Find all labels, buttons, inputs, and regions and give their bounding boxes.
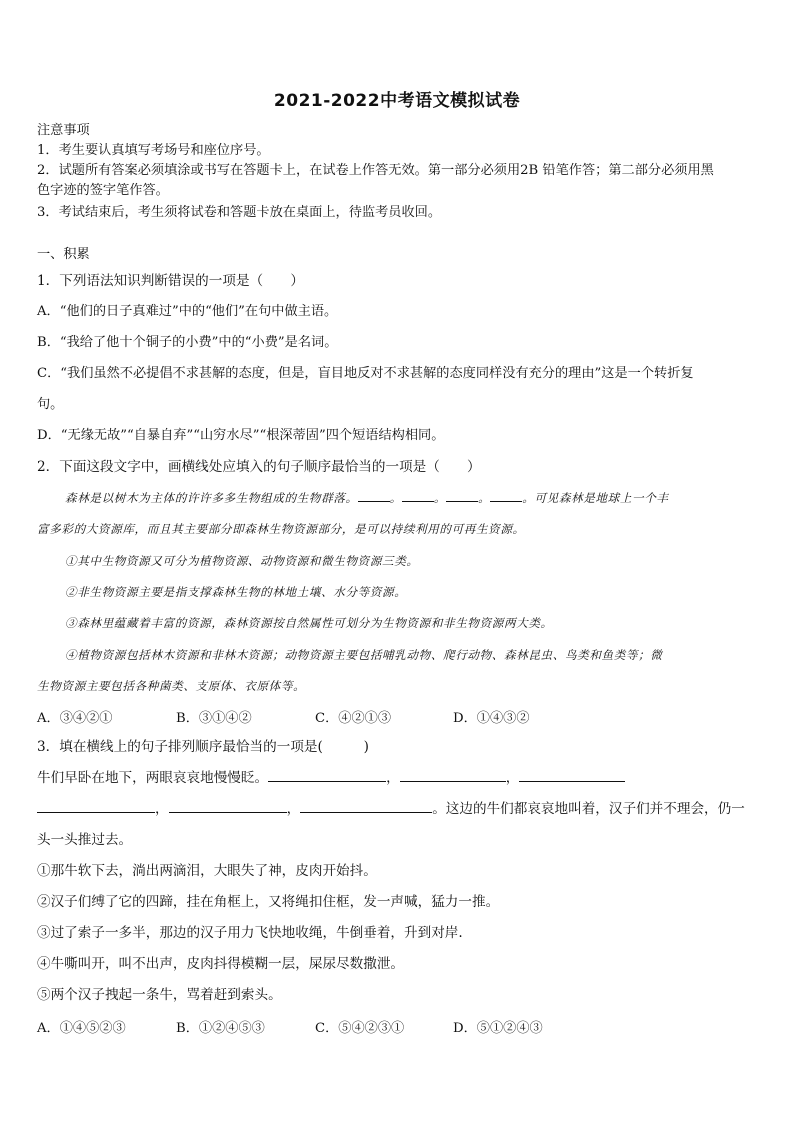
- q2-passage-line1: [65, 489, 669, 507]
- q1-stem: 1．下列语法知识判断错误的一项是（ ）: [37, 273, 304, 289]
- q2-sep-2: 。: [433, 491, 447, 505]
- notice-item-1: 1．考生要认真填写考场号和座位序号。: [37, 143, 270, 158]
- section-heading: 一、积累: [37, 247, 90, 262]
- q3-comma-4: ，: [286, 801, 301, 817]
- q3-blank-4: [37, 800, 155, 813]
- q1-option-a: A．“他们的日子真难过”中的“他们”在句中做主语。: [37, 304, 338, 319]
- notice-item-2: 2．试题所有答案必须填涂或书写在答题卡上，在试卷上作答无效。第一部分必须用2B 铅笔作答；第二部分必须用黑: [37, 163, 714, 178]
- page-title: 2021-2022中考语文模拟试卷: [273, 91, 521, 111]
- q2-passage-start: 森林是以树木为主体的许许多多生物组成的生物群落。: [65, 491, 358, 505]
- q2-blank-1: [358, 489, 390, 502]
- q3-sentence-2: ②汉子们缚了它的四蹄，挂在角框上，又将绳扣住框，发一声喊，猛力一推。: [37, 894, 500, 910]
- q3-blank-2: [400, 769, 506, 782]
- q2-blank-4: [490, 489, 522, 502]
- q3-stem: 3．填在横线上的句子排列顺序最恰当的一项是( ): [37, 739, 369, 755]
- notice-item-3: 3．考试结束后，考生须将试卷和答题卡放在桌面上，待监考员收回。: [37, 205, 442, 220]
- q2-sep-3: 。: [478, 491, 491, 505]
- q3-blank-3: [519, 769, 625, 782]
- q3-line1: [37, 769, 625, 787]
- q2-option-c[interactable]: C．④②①③: [315, 711, 392, 726]
- q2-sentence-3: ③森林里蕴藏着丰富的资源，森林资源按自然属性可划分为生物资源和非生物资源两大类。: [65, 616, 553, 630]
- q3-line1-start: 牛们早卧在地下，两眼哀哀地慢慢眨。: [37, 770, 269, 786]
- q3-sentence-3: ③过了索子一多半，那边的汉子用力飞快地收绳，牛倒垂着，升到对岸.: [37, 925, 463, 941]
- q2-sentence-1: ①其中生物资源又可分为植物资源、动物资源和微生物资源三类。: [65, 554, 419, 568]
- q2-sentence-2: ②非生物资源主要是指支撑森林生物的林地土壤、水分等资源。: [65, 585, 407, 599]
- q3-option-a[interactable]: A．①④⑤②③: [37, 1021, 126, 1036]
- q3-sentence-4: ④牛嘶叫开，叫不出声，皮肉抖得模糊一层，屎尿尽数撒泄。: [37, 956, 405, 972]
- notice-heading: 注意事项: [37, 123, 90, 138]
- q2-sep-1: 。: [389, 491, 402, 505]
- q3-blank-6: [300, 800, 432, 813]
- q3-line3: 头一头推过去。: [37, 832, 133, 848]
- q2-option-b[interactable]: B．③①④②: [176, 711, 252, 726]
- q3-option-c[interactable]: C．⑤④②③①: [315, 1021, 405, 1036]
- q3-line2-tail: 。这边的牛们都哀哀地叫着，汉子们并不理会，仍一: [432, 801, 745, 817]
- q2-passage-line2: 富多彩的大资源库，而且其主要部分即森林生物资源部分，是可以持续利用的可再生资源。: [37, 522, 525, 536]
- q2-option-d[interactable]: D．①④③②: [453, 711, 530, 726]
- q3-line2: [37, 800, 745, 818]
- q2-blank-3: [446, 489, 478, 502]
- q3-comma-2: ，: [505, 770, 520, 786]
- q3-option-b[interactable]: B．①②④⑤③: [176, 1021, 265, 1036]
- q3-comma-3: ，: [155, 801, 169, 817]
- q2-sentence-4: ④植物资源包括林木资源和非林木资源；动物资源主要包括哺乳动物、爬行动物、森林昆虫、鸟类和鱼类等；微: [65, 648, 663, 662]
- q2-option-a[interactable]: A．③④②①: [37, 711, 113, 726]
- q3-option-d[interactable]: D．⑤①②④③: [453, 1021, 543, 1036]
- q3-sentence-5: ⑤两个汉子拽起一条牛，骂着赶到索头。: [37, 987, 282, 1003]
- q3-blank-5: [169, 800, 287, 813]
- q1-option-c-cont: 句。: [37, 397, 64, 412]
- notice-item-2-cont: 色字迹的签字笔作答。: [37, 183, 169, 198]
- q3-blank-1: [268, 769, 386, 782]
- q3-sentence-1: ①那牛软下去，淌出两滴泪，大眼失了神，皮肉开始抖。: [37, 863, 377, 879]
- q1-option-c: C．“我们虽然不必提倡不求甚解的态度，但是，盲目地反对不求甚解的态度同样没有充分的理由”这是一个转折复: [37, 366, 694, 381]
- q2-stem: 2．下面这段文字中，画横线处应填入的句子顺序最恰当的一项是（ ）: [37, 459, 481, 475]
- q2-sentence-4-cont: 生物资源主要包括各种菌类、支原体、衣原体等。: [37, 679, 306, 693]
- q2-blank-2: [402, 489, 434, 502]
- q3-comma-1: ，: [386, 770, 400, 786]
- q1-option-d: D．“无缘无故”“自暴自弃”“山穷水尽”“根深蒂固”四个短语结构相同。: [37, 428, 445, 443]
- q1-option-b: B．“我给了他十个铜子的小费”中的“小费”是名词。: [37, 335, 338, 350]
- q2-passage-end: 。可见森林是地球上一个丰: [522, 491, 669, 505]
